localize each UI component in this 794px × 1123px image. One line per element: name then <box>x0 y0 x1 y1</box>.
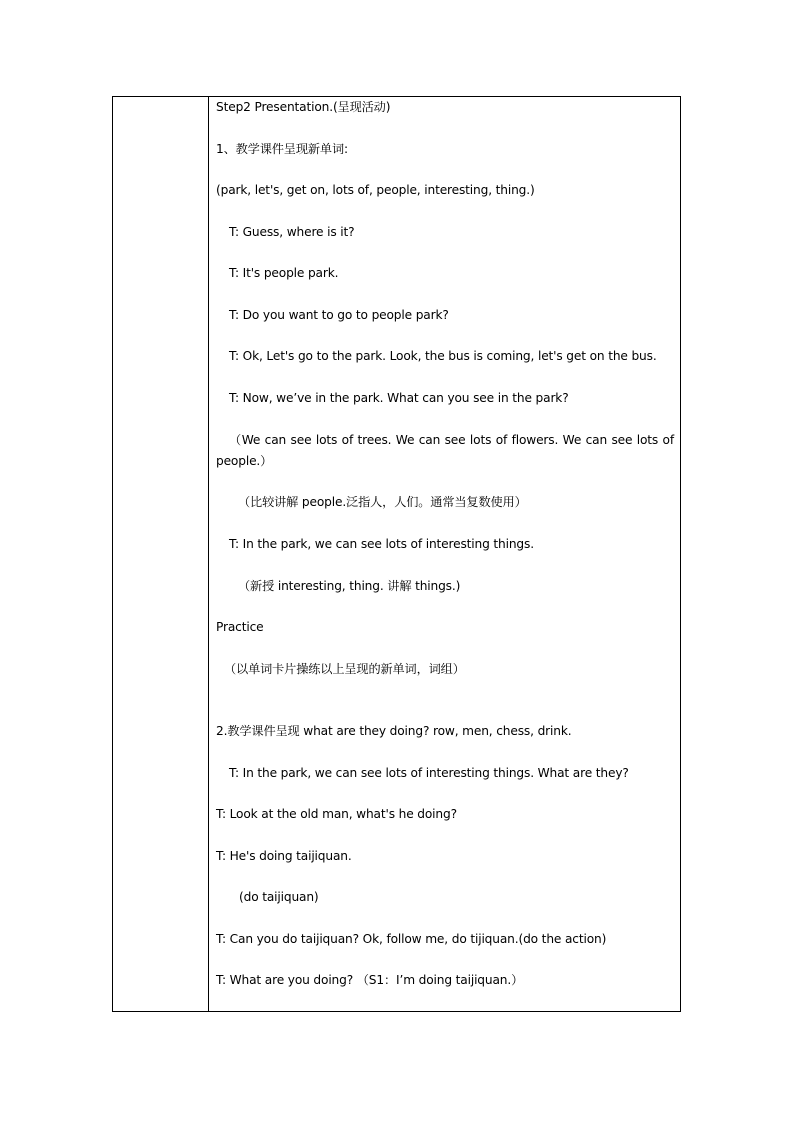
teaching-note: （新授 interesting, thing. 讲解 things.) <box>238 579 461 593</box>
dialogue-line: T: What are you doing? （S1：I’m doing taijiquan.） <box>216 973 524 987</box>
dialogue-line: T: Now, we’ve in the park. What can you see in the park? <box>229 391 569 405</box>
activity-content-cell <box>209 97 680 1011</box>
step2-heading: Step2 Presentation.(呈现活动) <box>216 100 391 114</box>
lesson-plan-table <box>112 96 681 1012</box>
stage-label-cell <box>113 97 209 1011</box>
practice-heading: Practice <box>216 620 264 634</box>
dialogue-line: T: Can you do taijiquan? Ok, follow me, do tijiquan.(do the action) <box>216 932 607 946</box>
section-1-heading: 1、教学课件呈现新单词: <box>216 142 348 156</box>
dialogue-line: T: It's people park. <box>229 266 339 280</box>
teaching-note: (do taijiquan) <box>239 890 319 904</box>
teaching-note: （以单词卡片操练以上呈现的新单词，词组） <box>224 662 465 676</box>
dialogue-line: T: In the park, we can see lots of interesting things. What are they? <box>229 766 629 780</box>
dialogue-line: T: Look at the old man, what's he doing? <box>216 807 457 821</box>
teaching-note: （比较讲解 people.泛指人，人们。通常当复数使用） <box>238 495 527 509</box>
section-2-heading: 2.教学课件呈现 what are they doing? row, men, chess, drink. <box>216 724 572 738</box>
dialogue-line: T: Guess, where is it? <box>229 225 355 239</box>
dialogue-line: T: Do you want to go to people park? <box>229 308 449 322</box>
student-answer: （We can see lots of trees. We can see lots of flowers. We can see lots of people.） <box>216 433 674 468</box>
dialogue-line: T: In the park, we can see lots of interesting things. <box>229 537 534 551</box>
new-words-list: (park, let's, get on, lots of, people, interesting, thing.) <box>216 183 535 197</box>
dialogue-line: T: He's doing taijiquan. <box>216 849 352 863</box>
dialogue-line: T: Ok, Let's go to the park. Look, the bus is coming, let's get on the bus. <box>229 349 657 363</box>
